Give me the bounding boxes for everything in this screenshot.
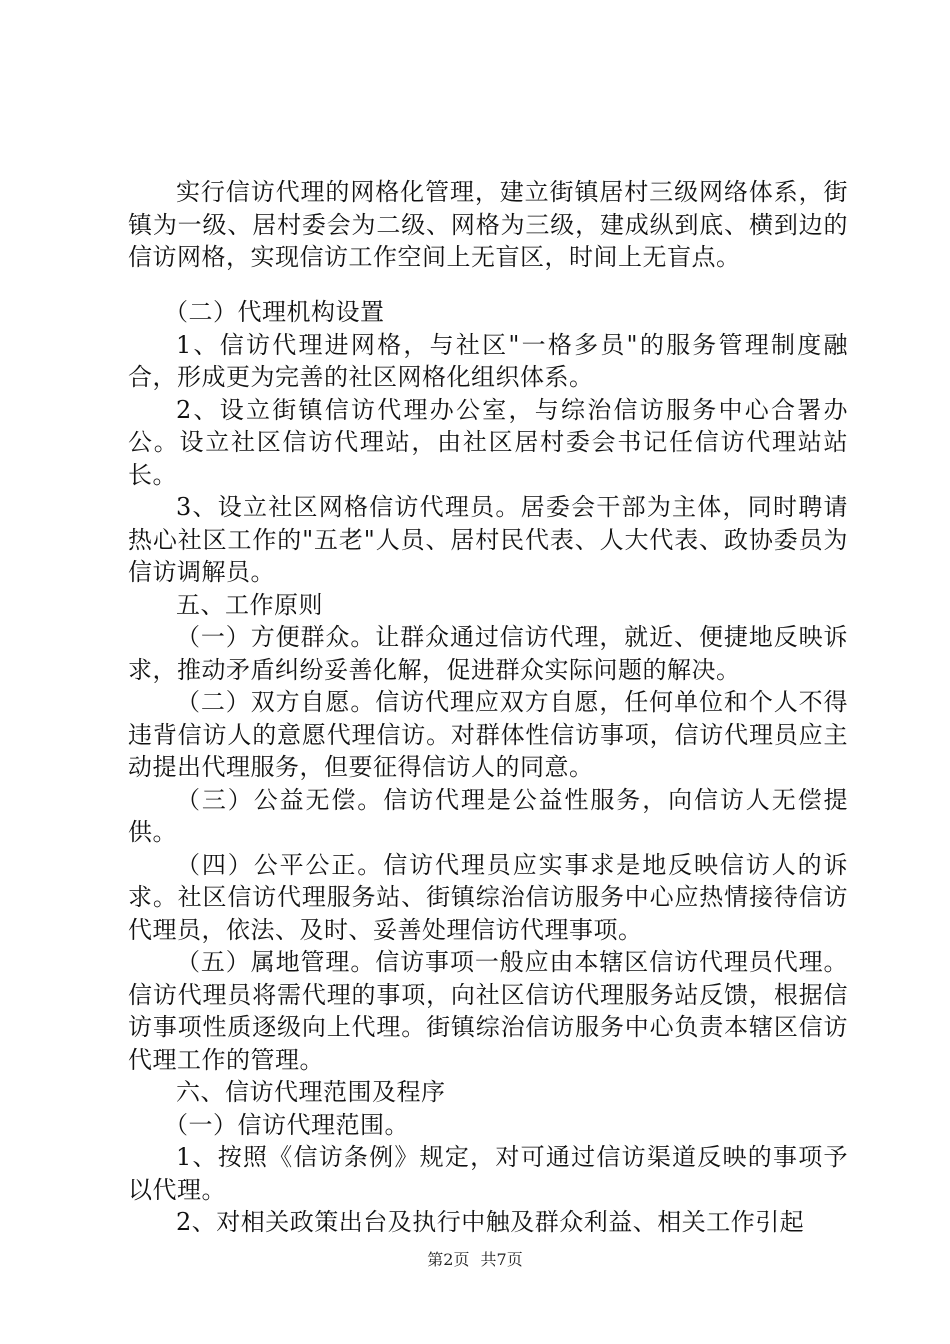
intro-block (128, 176, 848, 274)
paragraph-agency-1: 1、信访代理进网格，与社区"一格多员"的服务管理制度融合，形成更为完善的社区网格化组织体系。 (128, 330, 848, 391)
page-footer (0, 1247, 950, 1270)
paragraph-scope-1: 1、按照《信访条例》规定，对可通过信访渠道反映的事项予以代理。 (128, 1143, 848, 1204)
heading-work-principles: 五、工作原则 (176, 590, 323, 619)
paragraph-principle-3: （三）公益无偿。信访代理是公益性服务，向信访人无偿提供。 (128, 785, 848, 846)
paragraph-grid-management: 实行信访代理的网格化管理，建立街镇居村三级网络体系，街镇为一级、居村委会为二级、网格为三级，建成纵到底、横到边的信访网格，实现信访工作空间上无盲区，时间上无盲点。 (128, 178, 848, 271)
paragraph-principle-1: （一）方便群众。让群众通过信访代理，就近、便捷地反映诉求，推动矛盾纠纷妥善化解，促进群众实际问题的解决。 (128, 623, 848, 684)
paragraph-principle-5: （五）属地管理。信访事项一般应由本辖区信访代理员代理。信访代理员将需代理的事项，向社区信访代理服务站反馈，根据信访事项性质逐级向上代理。街镇综治信访服务中心负责本辖区信访代理工作的管理。 (128, 948, 848, 1074)
body-block (128, 296, 848, 1239)
heading-scope-and-procedure: 六、信访代理范围及程序 (176, 1078, 446, 1106)
paragraph-principle-2: （二）双方自愿。信访代理应双方自愿，任何单位和个人不得违背信访人的意愿代理信访。对群体性信访事项，信访代理员应主动提出代理服务，但要征得信访人的同意。 (128, 688, 848, 781)
paragraph-agency-2: 2、设立街镇信访代理办公室，与综治信访服务中心合署办公。设立社区信访代理站，由社区居村委会书记任信访代理站站长。 (128, 395, 848, 489)
paragraph-agency-3: 3、设立社区网格信访代理员。居委会干部为主体，同时聘请热心社区工作的"五老"人员、居村民代表、人大代表、政协委员为信访调解员。 (128, 493, 848, 586)
paragraph-scope-2: 2、对相关政策出台及执行中触及群众利益、相关工作引起 (176, 1208, 805, 1236)
page-total: 共7页 (480, 1250, 523, 1269)
paragraph-principle-4: （四）公平公正。信访代理员应实事求是地反映信访人的诉求。社区信访代理服务站、街镇综治信访服务中心应热情接待信访代理员，依法、及时、妥善处理信访代理事项。 (128, 850, 848, 944)
heading-agency-setup: （二）代理机构设置 (164, 298, 385, 326)
heading-scope: （一）信访代理范围。 (164, 1110, 409, 1139)
page-number: 第2页 (427, 1250, 470, 1269)
